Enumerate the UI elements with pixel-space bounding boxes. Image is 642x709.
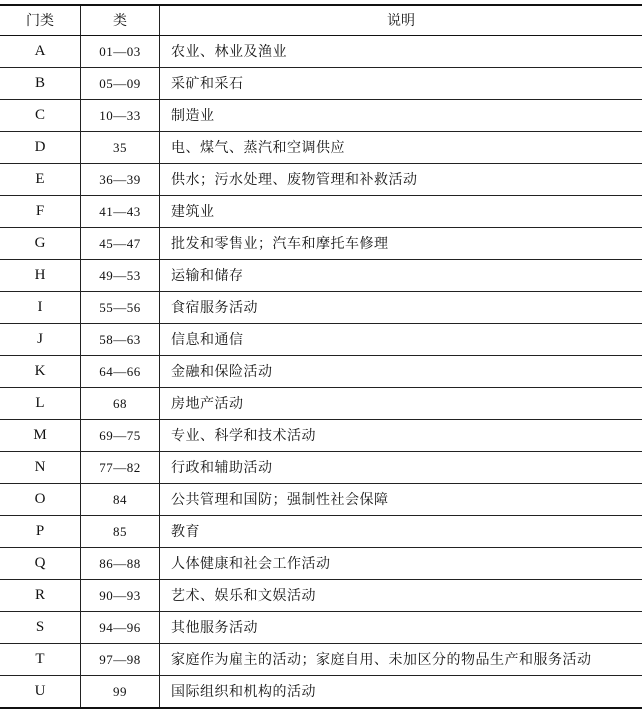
header-division: 类 bbox=[81, 5, 160, 36]
division-range: 45—47 bbox=[81, 228, 160, 260]
section-code: J bbox=[0, 324, 81, 356]
section-description: 制造业 bbox=[160, 100, 642, 132]
section-description: 教育 bbox=[160, 516, 642, 548]
division-range: 84 bbox=[81, 484, 160, 516]
table-row bbox=[0, 484, 642, 516]
section-code: Q bbox=[0, 548, 81, 580]
division-range: 85 bbox=[81, 516, 160, 548]
table-row bbox=[0, 260, 642, 292]
division-range: 10—33 bbox=[81, 100, 160, 132]
division-range: 36—39 bbox=[81, 164, 160, 196]
section-code: G bbox=[0, 228, 81, 260]
section-code: P bbox=[0, 516, 81, 548]
section-code: L bbox=[0, 388, 81, 420]
section-description: 批发和零售业；汽车和摩托车修理 bbox=[160, 228, 642, 260]
table-row bbox=[0, 356, 642, 388]
section-description: 房地产活动 bbox=[160, 388, 642, 420]
header-row bbox=[0, 5, 642, 36]
division-range: 58—63 bbox=[81, 324, 160, 356]
section-description: 供水；污水处理、废物管理和补救活动 bbox=[160, 164, 642, 196]
section-code: B bbox=[0, 68, 81, 100]
division-range: 68 bbox=[81, 388, 160, 420]
section-description: 运输和储存 bbox=[160, 260, 642, 292]
industry-classification-table bbox=[0, 4, 642, 709]
table-body bbox=[0, 36, 642, 709]
section-description: 信息和通信 bbox=[160, 324, 642, 356]
section-code: M bbox=[0, 420, 81, 452]
section-code: F bbox=[0, 196, 81, 228]
section-description: 人体健康和社会工作活动 bbox=[160, 548, 642, 580]
section-code: U bbox=[0, 676, 81, 709]
division-range: 90—93 bbox=[81, 580, 160, 612]
table-row bbox=[0, 580, 642, 612]
section-description: 行政和辅助活动 bbox=[160, 452, 642, 484]
section-code: H bbox=[0, 260, 81, 292]
section-code: T bbox=[0, 644, 81, 676]
header-description: 说明 bbox=[160, 5, 642, 36]
division-range: 41—43 bbox=[81, 196, 160, 228]
section-description: 建筑业 bbox=[160, 196, 642, 228]
section-code: O bbox=[0, 484, 81, 516]
section-code: K bbox=[0, 356, 81, 388]
division-range: 69—75 bbox=[81, 420, 160, 452]
table-row bbox=[0, 388, 642, 420]
section-description: 专业、科学和技术活动 bbox=[160, 420, 642, 452]
section-description: 食宿服务活动 bbox=[160, 292, 642, 324]
section-code: S bbox=[0, 612, 81, 644]
table-row bbox=[0, 164, 642, 196]
section-code: D bbox=[0, 132, 81, 164]
division-range: 55—56 bbox=[81, 292, 160, 324]
table-row bbox=[0, 420, 642, 452]
section-description: 电、煤气、蒸汽和空调供应 bbox=[160, 132, 642, 164]
table-row bbox=[0, 324, 642, 356]
section-code: E bbox=[0, 164, 81, 196]
division-range: 97—98 bbox=[81, 644, 160, 676]
section-code: A bbox=[0, 36, 81, 68]
table-header bbox=[0, 5, 642, 36]
table-row bbox=[0, 36, 642, 68]
table-row bbox=[0, 292, 642, 324]
section-description: 农业、林业及渔业 bbox=[160, 36, 642, 68]
table-row bbox=[0, 452, 642, 484]
table-row bbox=[0, 228, 642, 260]
table-row bbox=[0, 516, 642, 548]
section-code: R bbox=[0, 580, 81, 612]
section-description: 其他服务活动 bbox=[160, 612, 642, 644]
division-range: 77—82 bbox=[81, 452, 160, 484]
section-code: C bbox=[0, 100, 81, 132]
division-range: 49—53 bbox=[81, 260, 160, 292]
section-description: 公共管理和国防；强制性社会保障 bbox=[160, 484, 642, 516]
section-description: 国际组织和机构的活动 bbox=[160, 676, 642, 709]
division-range: 35 bbox=[81, 132, 160, 164]
table-row bbox=[0, 196, 642, 228]
table-row bbox=[0, 676, 642, 709]
division-range: 01—03 bbox=[81, 36, 160, 68]
table-row bbox=[0, 612, 642, 644]
table-row bbox=[0, 68, 642, 100]
header-section: 门类 bbox=[0, 5, 81, 36]
division-range: 86—88 bbox=[81, 548, 160, 580]
table-row bbox=[0, 132, 642, 164]
section-description: 艺术、娱乐和文娱活动 bbox=[160, 580, 642, 612]
table-row bbox=[0, 100, 642, 132]
table-row bbox=[0, 548, 642, 580]
division-range: 05—09 bbox=[81, 68, 160, 100]
table-row bbox=[0, 644, 642, 676]
section-description: 采矿和采石 bbox=[160, 68, 642, 100]
section-code: N bbox=[0, 452, 81, 484]
section-description: 金融和保险活动 bbox=[160, 356, 642, 388]
division-range: 99 bbox=[81, 676, 160, 709]
division-range: 94—96 bbox=[81, 612, 160, 644]
section-description: 家庭作为雇主的活动；家庭自用、未加区分的物品生产和服务活动 bbox=[160, 644, 642, 676]
division-range: 64—66 bbox=[81, 356, 160, 388]
section-code: I bbox=[0, 292, 81, 324]
